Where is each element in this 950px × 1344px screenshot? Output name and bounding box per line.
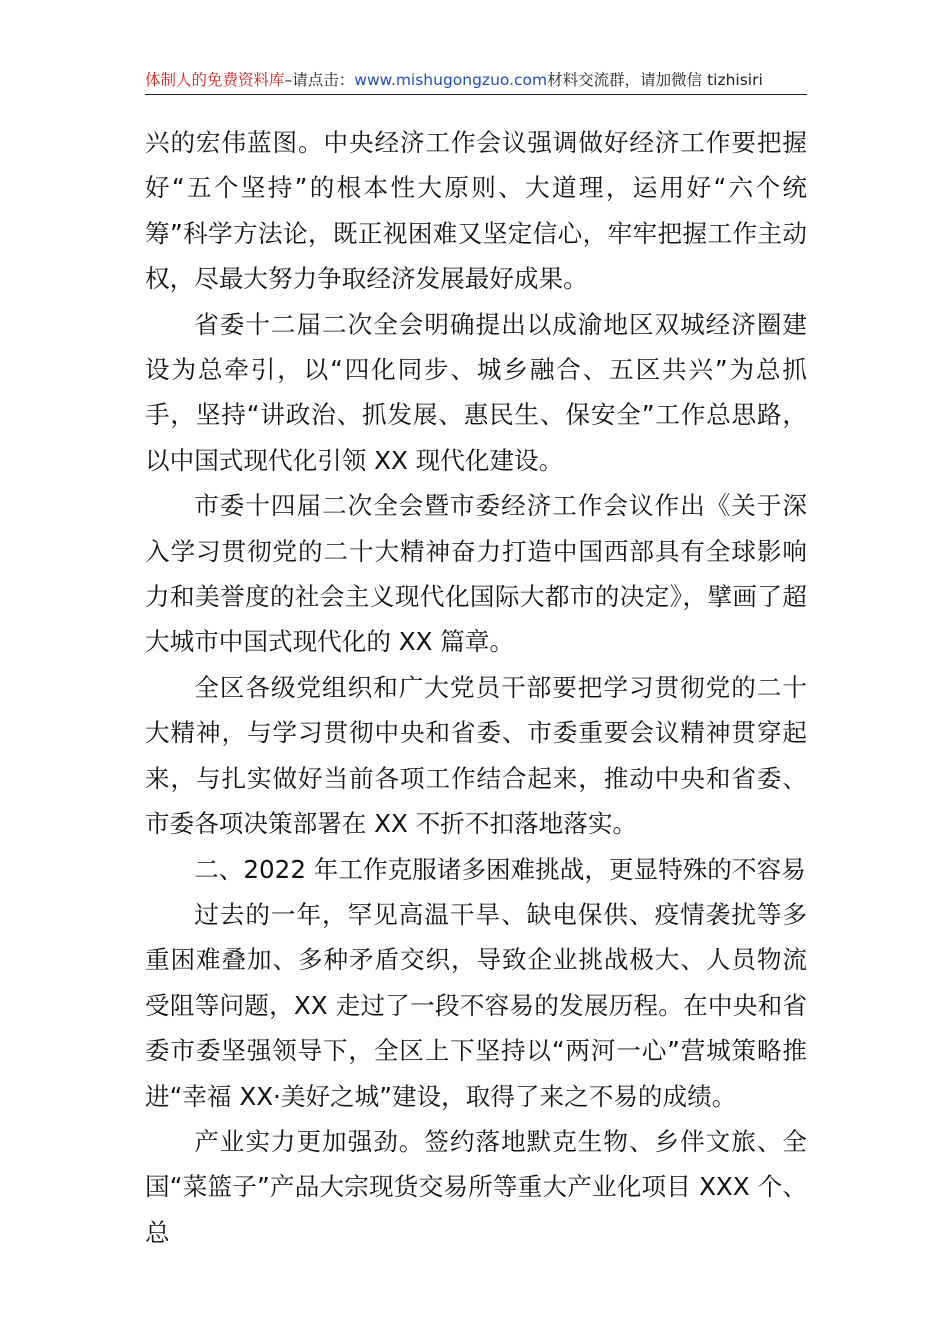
header-link[interactable]: www.mishugongzuo.com [354, 71, 548, 89]
paragraph: 省委十二届二次全会明确提出以成渝地区双城经济圈建设为总牵引，以“四化同步、城乡融合、五区共兴”为总抓手，坚持“讲政治、抓发展、惠民生、保安全”工作总思路，以中国式现代化引领 XX 现代化建设。 [145, 309, 807, 475]
header-tail: 材料交流群，请加微信 tizhisiri [547, 71, 763, 89]
paragraph: 产业实力更加强劲。签约落地默克生物、乡伴文旅、全国“菜篮子”产品大宗现货交易所等重大产业化项目 XXX 个、总 [145, 1126, 807, 1247]
paragraph: 市委十四届二次全会暨市委经济工作会议作出《关于深入学习贯彻党的二十大精神奋力打造中国西部具有全球影响力和美誉度的社会主义现代化国际大都市的决定》，擘画了超大城市中国式现代化的 XX 篇章。 [145, 491, 807, 657]
section-heading: 二、2022 年工作克服诸多困难挑战，更显特殊的不容易 [194, 854, 806, 884]
paragraph-continued: 兴的宏伟蓝图。中央经济工作会议强调做好经济工作要把握好“五个坚持”的根本性大原则、大道理，运用好“六个统筹”科学方法论，既正视困难又坚定信心，牢牢把握工作主动权，尽最大努力争取经济发展最好成果。 [145, 128, 807, 294]
header-separator: –请点击： [284, 71, 355, 89]
document-body [145, 120, 807, 1255]
header-brand: 体制人的免费资料库 [145, 71, 285, 89]
paragraph: 全区各级党组织和广大党员干部要把学习贯彻党的二十大精神，与学习贯彻中央和省委、市委重要会议精神贯穿起来，与扎实做好当前各项工作结合起来，推动中央和省委、市委各项决策部署在 XX 不折不扣落地落实。 [145, 672, 807, 839]
page-header [145, 66, 807, 95]
paragraph: 过去的一年，罕见高温干旱、缺电保供、疫情袭扰等多重困难叠加、多种矛盾交织，导致企业挑战极大、人员物流受阻等问题，XX 走过了一段不容易的发展历程。在中央和省委市委坚强领导下，全区上下坚持以“两河一心”营城策略推进“幸福 XX·美好之城”建设，取得了来之不易的成绩。 [145, 899, 807, 1111]
